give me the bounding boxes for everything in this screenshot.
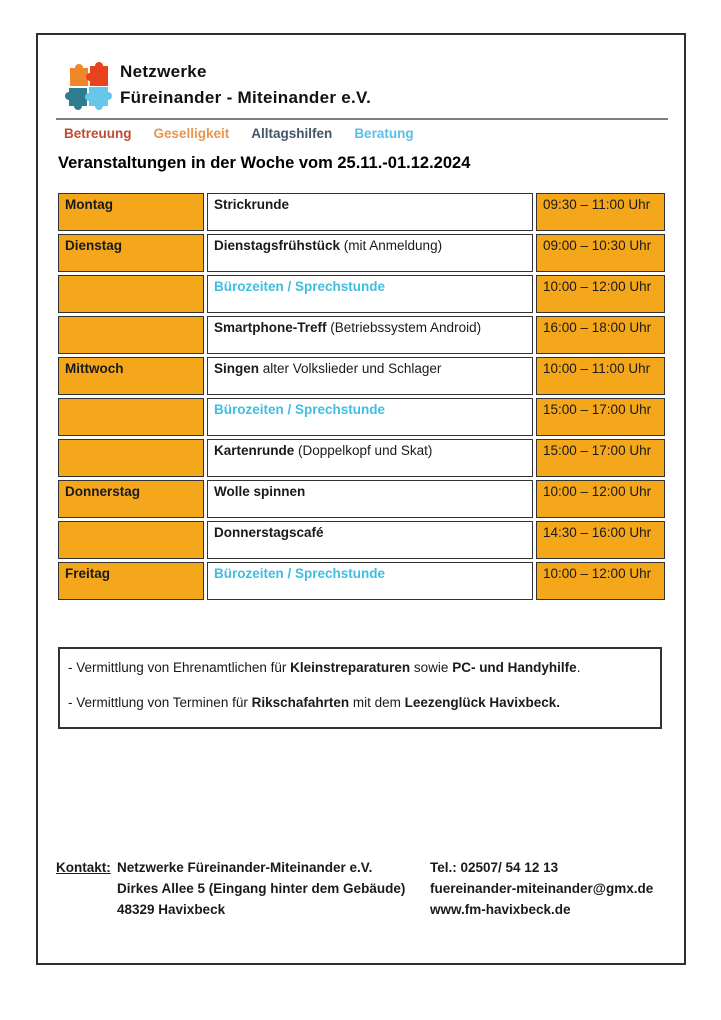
text-segment: PC- und Handyhilfe — [452, 660, 577, 675]
event-cell — [207, 234, 533, 272]
day-cell — [58, 316, 204, 354]
contact-detail-line: Tel.: 02507/ 54 12 13 — [430, 860, 559, 875]
page-title: Veranstaltungen in der Woche vom 25.11.-01.12.2024 — [58, 154, 471, 172]
event-cell — [207, 357, 533, 395]
text-segment: Donnerstagscafé — [214, 525, 324, 540]
nav-item-geselligkeit: Geselligkeit — [153, 126, 230, 141]
org-title — [120, 59, 371, 111]
info-line — [68, 660, 652, 675]
schedule-table — [58, 193, 665, 600]
text-segment: - Vermittlung von Ehrenamtlichen für — [68, 660, 291, 675]
text-segment: Singen — [214, 361, 260, 376]
services-info-box — [58, 647, 662, 729]
header-divider — [56, 118, 668, 120]
time-cell: 10:00 – 12:00 Uhr — [536, 562, 665, 600]
day-cell: Donnerstag — [58, 480, 204, 518]
event-cell — [207, 521, 533, 559]
day-cell — [58, 398, 204, 436]
time-cell: 15:00 – 17:00 Uhr — [536, 398, 665, 436]
event-cell — [207, 439, 533, 477]
org-title-line2: Füreinander - Miteinander e.V. — [120, 88, 372, 107]
contact-detail-line: www.fm-havixbeck.de — [430, 902, 571, 917]
text-segment: (Betriebssystem Android) — [326, 320, 482, 335]
time-cell: 14:30 – 16:00 Uhr — [536, 521, 665, 559]
day-cell: Freitag — [58, 562, 204, 600]
contact-detail-line: fuereinander-miteinander@gmx.de — [430, 881, 654, 896]
text-segment: mit dem — [349, 695, 405, 710]
text-segment: Bürozeiten / Sprechstunde — [214, 402, 386, 417]
event-cell — [207, 193, 533, 231]
text-segment: . — [576, 660, 581, 675]
flyer-page — [36, 33, 686, 965]
time-cell: 10:00 – 12:00 Uhr — [536, 480, 665, 518]
contact-address-line: 48329 Havixbeck — [117, 902, 226, 917]
contact-label: Kontakt: — [56, 860, 111, 875]
time-cell: 09:30 – 11:00 Uhr — [536, 193, 665, 231]
text-segment: Rikschafahrten — [251, 695, 350, 710]
text-segment: Strickrunde — [214, 197, 290, 212]
text-segment: - Vermittlung von Terminen für — [68, 695, 252, 710]
day-cell — [58, 439, 204, 477]
time-cell: 10:00 – 11:00 Uhr — [536, 357, 665, 395]
text-segment: Smartphone-Treff — [214, 320, 327, 335]
time-cell: 15:00 – 17:00 Uhr — [536, 439, 665, 477]
contact-address-line: Netzwerke Füreinander-Miteinander e.V. — [117, 860, 373, 875]
text-segment: (mit Anmeldung) — [340, 238, 443, 253]
event-cell — [207, 275, 533, 313]
nav-item-beratung: Beratung — [354, 126, 414, 141]
day-cell — [58, 521, 204, 559]
text-segment: Bürozeiten / Sprechstunde — [214, 279, 386, 294]
text-segment: Dienstagsfrühstück — [214, 238, 341, 253]
day-cell — [58, 275, 204, 313]
org-title-line1: Netzwerke — [120, 62, 207, 81]
day-cell: Montag — [58, 193, 204, 231]
text-segment: alter Volkslieder und Schlager — [259, 361, 442, 376]
event-cell — [207, 316, 533, 354]
text-segment: sowie — [410, 660, 453, 675]
contact-address-line: Dirkes Allee 5 (Eingang hinter dem Gebäude) — [117, 881, 406, 896]
day-cell: Mittwoch — [58, 357, 204, 395]
event-cell — [207, 480, 533, 518]
text-segment: Bürozeiten / Sprechstunde — [214, 566, 386, 581]
day-cell: Dienstag — [58, 234, 204, 272]
text-segment: Wolle spinnen — [214, 484, 306, 499]
text-segment: Kleinstreparaturen — [290, 660, 411, 675]
info-line — [68, 695, 652, 710]
contact-address — [117, 857, 427, 920]
text-segment: Leezenglück Havixbeck. — [404, 695, 560, 710]
time-cell: 16:00 – 18:00 Uhr — [536, 316, 665, 354]
nav-item-betreuung: Betreuung — [64, 126, 132, 141]
contact-details — [430, 857, 680, 920]
time-cell: 09:00 – 10:30 Uhr — [536, 234, 665, 272]
puzzle-logo-icon — [64, 61, 114, 111]
event-cell — [207, 562, 533, 600]
event-cell — [207, 398, 533, 436]
time-cell: 10:00 – 12:00 Uhr — [536, 275, 665, 313]
category-nav — [64, 126, 436, 141]
nav-item-alltagshilfen: Alltagshilfen — [251, 126, 333, 141]
text-segment: (Doppelkopf und Skat) — [294, 443, 433, 458]
text-segment: Kartenrunde — [214, 443, 295, 458]
